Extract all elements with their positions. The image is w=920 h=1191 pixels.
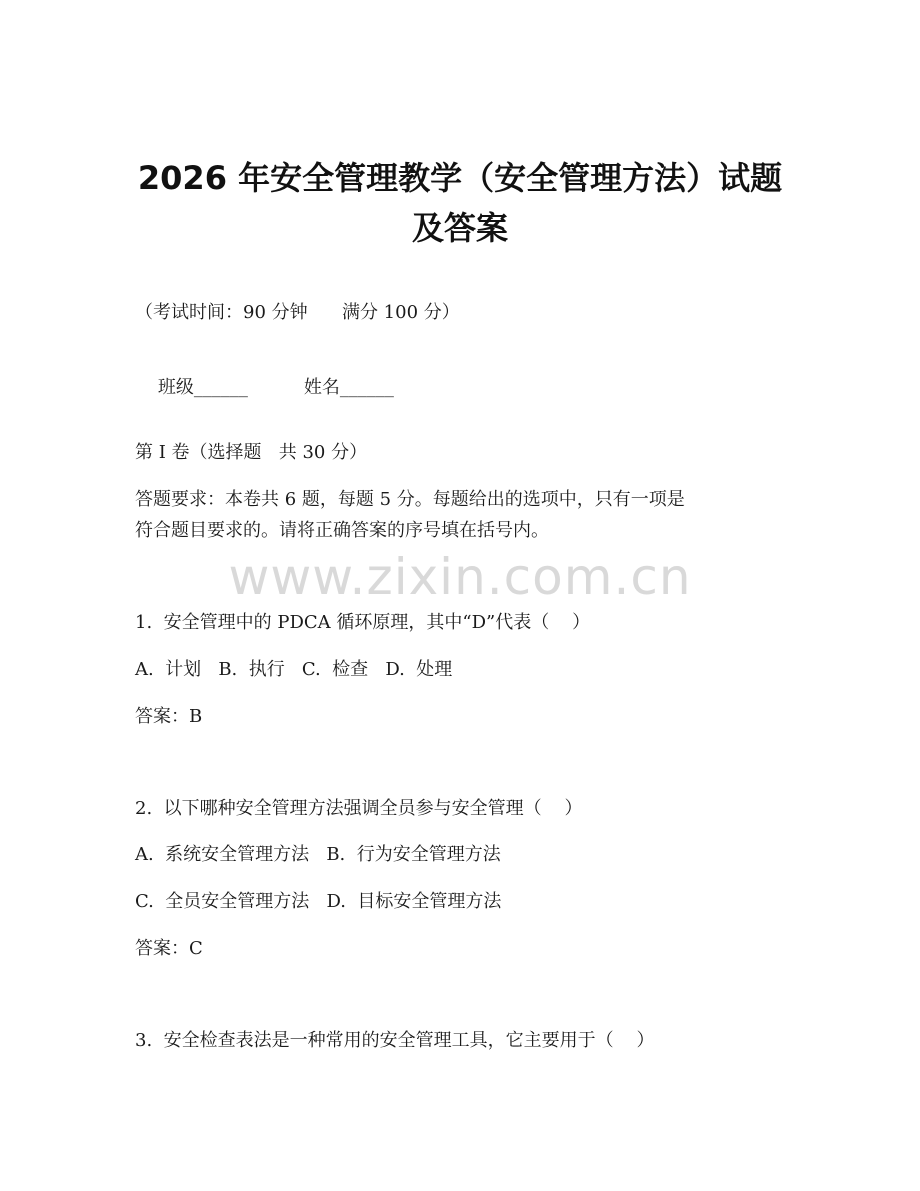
question-3-stem: 3. 安全检查表法是一种常用的安全管理工具，它主要用于（ ） <box>135 1030 655 1051</box>
question-1-stem: 1. 安全管理中的 PDCA 循环原理，其中“D”代表（ ） <box>135 612 591 633</box>
question-2-stem: 2. 以下哪种安全管理方法强调全员参与安全管理（ ） <box>135 798 583 819</box>
instructions-line-1: 答题要求：本卷共 6 题，每题 5 分。每题给出的选项中，只有一项是 <box>135 489 685 510</box>
question-2-options-line-1: A. 系统安全管理方法 B. 行为安全管理方法 <box>135 844 501 865</box>
question-2-options-line-2: C. 全员安全管理方法 D. 目标安全管理方法 <box>135 891 502 912</box>
question-1-options: A. 计划 B. 执行 C. 检查 D. 处理 <box>135 659 453 680</box>
section-title: 第 I 卷（选择题 共 30 分） <box>135 442 368 463</box>
document-title-line-1: 2026 年安全管理教学（安全管理方法）试题 <box>137 159 783 197</box>
name-field-label: 姓名______ <box>303 377 394 398</box>
question-2-answer: 答案：C <box>135 938 203 959</box>
instructions-line-2: 符合题目要求的。请将正确答案的序号填在括号内。 <box>135 520 549 541</box>
watermark: www.zixin.com.cn <box>228 548 692 606</box>
document-title-line-2: 及答案 <box>411 209 508 247</box>
exam-info: （考试时间：90 分钟 满分 100 分） <box>135 302 460 323</box>
class-field-label: 班级______ <box>157 377 248 398</box>
question-1-answer: 答案：B <box>135 706 203 727</box>
student-info-row <box>135 349 394 427</box>
